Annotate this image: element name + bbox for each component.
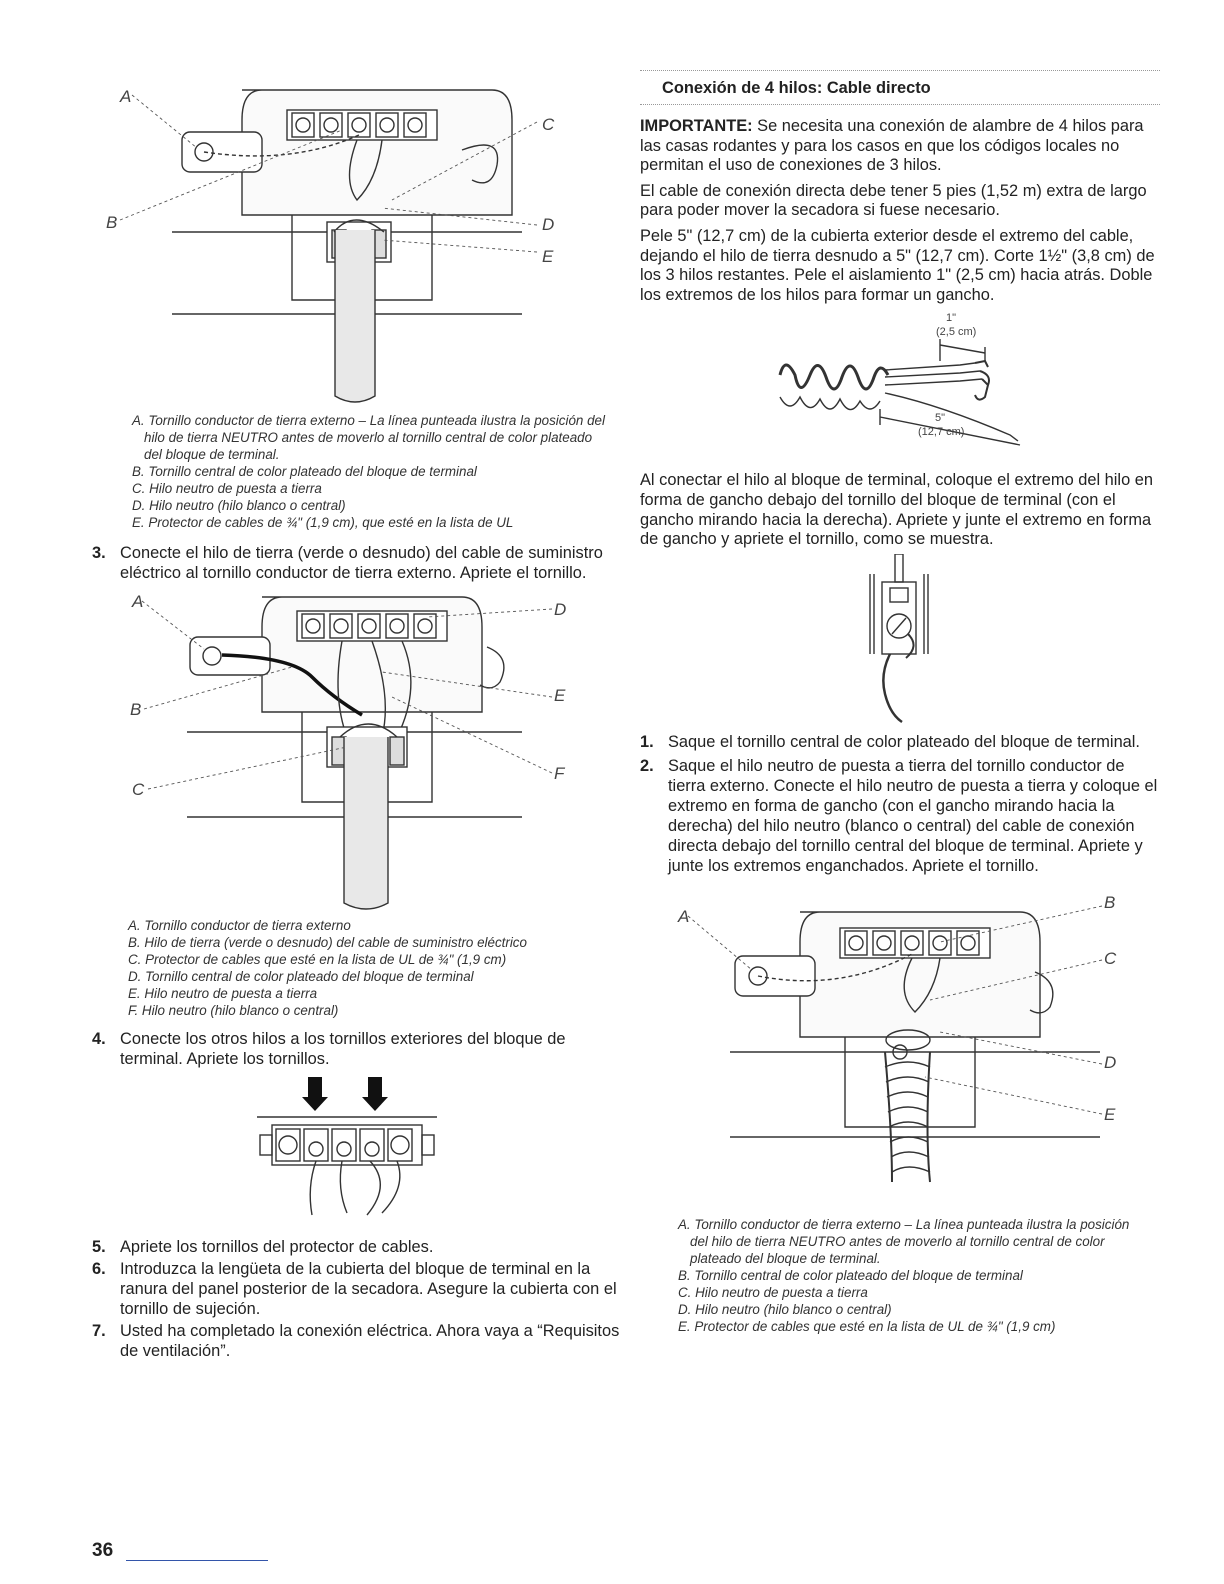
step-7 [92, 1321, 622, 1361]
section-title: Conexión de 4 hilos: Cable directo [662, 79, 931, 97]
fig3-legend [678, 1216, 1148, 1335]
footer-rule [126, 1560, 268, 1561]
right-step-1-number: 1. [640, 732, 654, 751]
step-7-text: Usted ha completado la conexión eléctrica. Ahora vaya a “Requisitos de ventilación”. [120, 1322, 620, 1360]
fig1-legend-a: A. Tornillo conductor de tierra externo – La línea punteada ilustra la posición del hilo de tierra NEUTRO antes de moverlo al tornillo central de color plateado del bloque de terminal. [132, 413, 605, 462]
fig3-label-c: C [1104, 948, 1117, 968]
fig1-label-d: D [542, 215, 555, 234]
dim-label-1in: 1" [946, 312, 957, 325]
step-5-text: Apriete los tornillos del protector de cables. [120, 1238, 434, 1256]
important-text: Se necesita una conexión de alambre de 4 hilos para las casas rodantes y para los casos en que los códigos locales no permitan el uso de conexiones de 3 hilos. [640, 117, 1144, 175]
figure-direct-cable [640, 882, 1160, 1212]
step-3-text: Conecte el hilo de tierra (verde o desnudo) del cable de suministro eléctrico al tornillo conductor de tierra externo. Apriete el tornillo. [120, 544, 603, 582]
fig2-label-f: F [554, 764, 565, 783]
fig1-label-a: A [120, 87, 132, 106]
fig3-label-d: D [1104, 1052, 1117, 1072]
right-step-2-number: 2. [640, 756, 654, 775]
fig2-legend-f: F. Hilo neutro (hilo blanco o central) [128, 1003, 339, 1018]
fig1-legend-d: D. Hilo neutro (hilo blanco o central) [132, 498, 346, 513]
section-bottom-rule [640, 104, 1160, 107]
step-4 [92, 1029, 622, 1069]
step-4-number: 4. [92, 1030, 106, 1048]
fig2-legend [128, 917, 608, 1019]
step-5-number: 5. [92, 1238, 106, 1256]
fig1-label-b: B [106, 213, 118, 232]
right-step-2 [640, 756, 1160, 876]
fig1-legend-b: B. Tornillo central de color plateado del bloque de terminal [132, 464, 477, 479]
fig2-label-c: C [132, 780, 145, 799]
step-5 [92, 1237, 622, 1257]
left-column [92, 80, 622, 1361]
figure-ground-wire [92, 587, 622, 915]
fig2-label-e: E [554, 686, 566, 705]
fig2-label-a: A [132, 592, 144, 611]
fig3-label-b: B [1104, 892, 1116, 912]
dim-label-5in-cm: (12,7 cm) [918, 426, 965, 439]
dim-label-1in-cm: (2,5 cm) [936, 326, 977, 339]
step-6-number: 6. [92, 1260, 106, 1278]
important-label: IMPORTANTE: [640, 117, 753, 135]
paragraph-hook-wire: Al conectar el hilo al bloque de terminal, coloque el extremo del hilo en forma de gancho debajo del tornillo del bloque de terminal (con el gancho mirando hacia la derecha). Apriete y junte el extremo en forma de gancho y apriete el tornillo, como se muestra. [640, 471, 1153, 549]
fig1-legend-e: E. Protector de cables de ¾" (1,9 cm), que esté en la lista de UL [132, 515, 514, 530]
right-step-2-text: Saque el hilo neutro de puesta a tierra del tornillo conductor de tierra externo. Conecte el hilo neutro de puesta a tierra y coloque el extremo en forma de gancho (con el gancho mirando hacia la derecha) del hilo neutro (blanco o central) del cable de conexión directa debajo del tornillo central del bloque de terminal. Apriete y junte los extremos enganchados. Apriete el tornillo. [668, 756, 1158, 875]
step-6 [92, 1259, 622, 1319]
fig2-label-b: B [130, 700, 142, 719]
fig1-legend-c: C. Hilo neutro de puesta a tierra [132, 481, 322, 496]
fig2-legend-a: A. Tornillo conductor de tierra externo [128, 918, 351, 933]
important-paragraph [640, 117, 1160, 176]
section-top-rule [640, 70, 1160, 73]
fig2-legend-b: B. Hilo de tierra (verde o desnudo) del cable de suministro eléctrico [128, 935, 527, 950]
paragraph-cable-length: El cable de conexión directa debe tener 5 pies (1,52 m) extra de largo para poder mover la secadora si fuese necesario. [640, 181, 1147, 220]
fig2-legend-d: D. Tornillo central de color plateado del bloque de terminal [128, 969, 474, 984]
step-6-text: Introduzca la lengüeta de la cubierta del bloque de terminal en la ranura del panel posterior de la secadora. Asegure la cubierta con el tornillo de sujeción. [120, 1260, 617, 1318]
step-3-number: 3. [92, 544, 106, 562]
fig1-label-e: E [542, 247, 554, 266]
fig1-legend [132, 412, 612, 531]
fig2-legend-e: E. Hilo neutro de puesta a tierra [128, 986, 318, 1001]
figure-hook-under-screw [640, 554, 1160, 724]
right-step-1 [640, 732, 1160, 752]
fig2-label-d: D [554, 600, 567, 619]
fig3-legend-a: A. Tornillo conductor de tierra externo – La línea punteada ilustra la posición del hilo de tierra NEUTRO antes de moverlo al tornillo central de color plateado del bloque de terminal. [678, 1216, 1130, 1266]
figure-stripped-cable [640, 305, 1160, 465]
fig2-legend-c: C. Protector de cables que esté en la lista de UL de ¾" (1,9 cm) [128, 952, 507, 967]
fig3-label-a: A [678, 906, 690, 926]
figure-outer-screws [92, 1077, 622, 1227]
fig3-legend-b: B. Tornillo central de color plateado del bloque de terminal [678, 1267, 1023, 1283]
step-7-number: 7. [92, 1322, 106, 1340]
step-3 [92, 543, 622, 583]
fig1-label-c: C [542, 115, 555, 134]
figure-terminal-block-neutral [92, 80, 622, 412]
right-step-1-text: Saque el tornillo central de color plateado del bloque de terminal. [668, 732, 1140, 751]
paragraph-strip-wires: Pele 5" (12,7 cm) de la cubierta exterior desde el extremo del cable, dejando el hilo de tierra desnudo a 5" (12,7 cm). Corte 1½" (3,8 cm) de los 3 hilos restantes. Pele el aislamiento 1" (2,5 cm) hacia atrás. Doble los extremos de los hilos para formar un gancho. [640, 226, 1155, 304]
fig3-legend-e: E. Protector de cables que esté en la lista de UL de ¾" (1,9 cm) [678, 1318, 1056, 1334]
page-number: 36 [92, 1540, 114, 1561]
right-column [640, 70, 1160, 1335]
dim-label-5in: 5" [935, 412, 946, 425]
fig3-legend-d: D. Hilo neutro (hilo blanco o central) [678, 1301, 892, 1317]
fig3-legend-c: C. Hilo neutro de puesta a tierra [678, 1284, 868, 1300]
step-4-text: Conecte los otros hilos a los tornillos exteriores del bloque de terminal. Apriete los tornillos. [120, 1030, 566, 1068]
fig3-label-e: E [1104, 1104, 1116, 1124]
